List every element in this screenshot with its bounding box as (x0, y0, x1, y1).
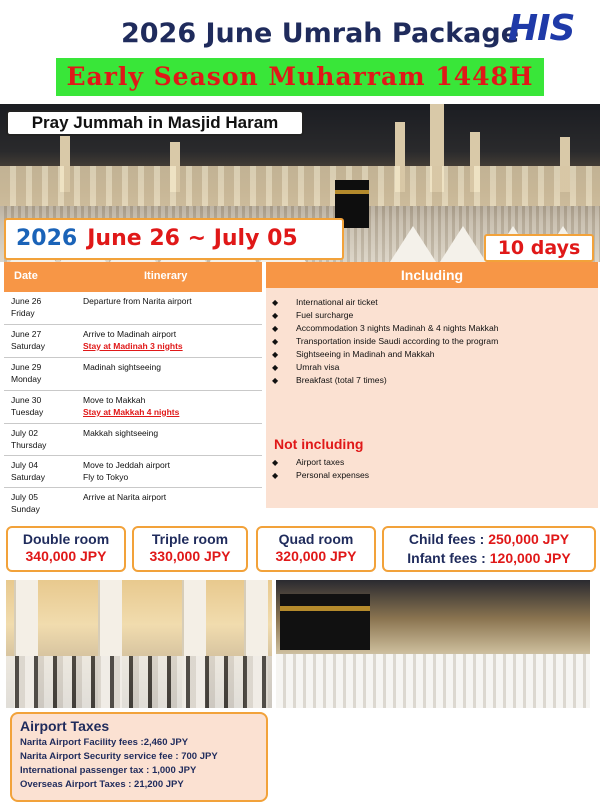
his-logo: HIS (508, 8, 575, 49)
list-item: ◆ International air ticket (272, 296, 499, 309)
child-fee-label: Child fees : (408, 531, 489, 547)
not-including-list (272, 456, 369, 482)
table-row (4, 391, 262, 424)
row-highlight: Stay at Madinah 3 nights (83, 340, 183, 351)
table-row (4, 358, 262, 391)
row-date: June 29 (11, 362, 42, 372)
row-day: Monday (11, 373, 42, 384)
season-text: Early Season Muharram 1448H (66, 62, 534, 91)
list-item: ◆ Accommodation 3 nights Madinah & 4 nights Makkah (272, 322, 499, 335)
row-day: Saturday (11, 340, 46, 351)
price-child-infant (382, 526, 596, 572)
hero-caption: Pray Jummah in Masjid Haram (6, 110, 304, 136)
tax-line: Narita Airport Security service fee : 700 JPY (20, 751, 218, 762)
list-item: ◆ Personal expenses (272, 469, 369, 482)
madinah-mosque-photo (6, 580, 272, 708)
itinerary-table (4, 262, 262, 520)
date-range-box (4, 218, 344, 260)
kaaba-prayer-photo (276, 580, 590, 708)
row-date: July 05 (11, 492, 38, 502)
table-row (4, 424, 262, 456)
header-itinerary: Itinerary (144, 270, 188, 282)
price-label: Double room (22, 531, 110, 547)
taxes-title: Airport Taxes (20, 718, 110, 734)
list-item: ◆ Umrah visa (272, 361, 499, 374)
price-label: Triple room (151, 531, 229, 547)
price-value: 320,000 JPY (275, 548, 357, 564)
price-quad-room (256, 526, 376, 572)
row-text: Departure from Narita airport (83, 296, 192, 306)
price-label: Quad room (278, 531, 354, 547)
date-year: 2026 (16, 226, 78, 251)
itinerary-header (4, 262, 262, 292)
row-day: Friday (11, 307, 35, 318)
row-highlight: Stay at Makkah 4 nights (83, 406, 180, 417)
list-item: ◆ Airport taxes (272, 456, 369, 469)
row-date: June 30 (11, 395, 42, 405)
list-item: ◆ Fuel surcharge (272, 309, 499, 322)
child-fee-value: 250,000 JPY (488, 531, 570, 547)
table-row (4, 325, 262, 358)
tax-line: Narita Airport Facility fees :2,460 JPY (20, 737, 189, 748)
including-title: Including (266, 262, 598, 288)
infant-fee-label: Infant fees : (407, 550, 490, 566)
not-including-title: Not including (274, 436, 364, 452)
row-text: Madinah sightseeing (83, 362, 161, 372)
price-double-room (6, 526, 126, 572)
duration-badge: 10 days (484, 234, 594, 262)
row-date: July 02 (11, 428, 38, 438)
list-item: ◆ Sightseeing in Madinah and Makkah (272, 348, 499, 361)
season-banner (56, 58, 544, 96)
table-row (4, 456, 262, 488)
list-item: ◆ Breakfast (total 7 times) (272, 374, 499, 387)
including-list (272, 296, 499, 387)
table-row (4, 488, 262, 520)
row-date: June 27 (11, 329, 42, 339)
row-day: Saturday (11, 471, 46, 482)
price-triple-room (132, 526, 248, 572)
row-text: Arrive to Madinah airport (83, 329, 177, 339)
row-day: Sunday (11, 503, 40, 514)
row-date: July 04 (11, 460, 38, 470)
infant-fee-line (384, 550, 594, 566)
list-item: ◆ Transportation inside Saudi according to the program (272, 335, 499, 348)
infant-fee-value: 120,000 JPY (489, 550, 571, 566)
row-text: Move to Jeddah airport (83, 460, 170, 470)
row-date: June 26 (11, 296, 42, 306)
airport-taxes-box (10, 712, 268, 802)
price-value: 340,000 JPY (25, 548, 107, 564)
child-fee-line (384, 531, 594, 547)
date-range: June 26 ~ July 05 (87, 226, 298, 251)
row-text: Arrive at Narita airport (83, 492, 167, 502)
tax-line: Overseas Airport Taxes : 21,200 JPY (20, 779, 184, 790)
header-date: Date (14, 270, 38, 282)
title-text: 2026 June Umrah Package (120, 18, 520, 49)
row-day: Tuesday (11, 406, 44, 417)
tax-line: International passenger tax : 1,000 JPY (20, 765, 197, 776)
row-day: Thursday (11, 439, 47, 450)
row-text: Makkah sightseeing (83, 428, 159, 438)
including-panel (266, 262, 598, 508)
row-text: Move to Makkah (83, 395, 146, 405)
row-text-2: Fly to Tokyo (83, 471, 129, 482)
table-row (4, 292, 262, 325)
price-value: 330,000 JPY (149, 548, 231, 564)
